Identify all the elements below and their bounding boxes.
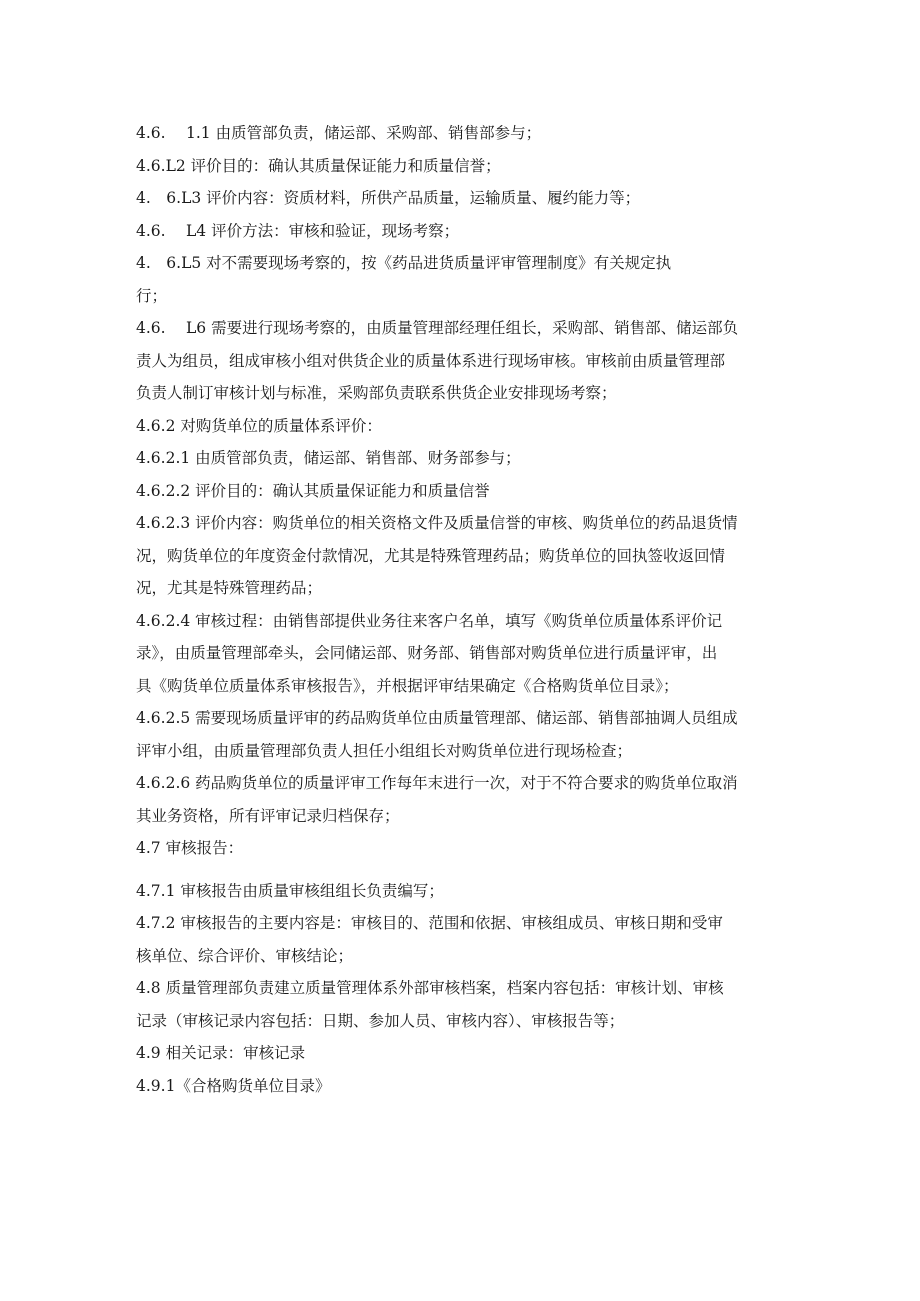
line-4-7-2: 4.7.2 审核报告的主要内容是：审核目的、范围和依据、审核组成员、审核日期和受审 (136, 914, 723, 932)
line-4-6-2-4: 4.6.2.4 审核过程：由销售部提供业务往来客户名单，填写《购货单位质量体系评价记 (136, 611, 723, 630)
line-4-8-cont: 记录（审核记录内容包括：日期、参加人员、审核内容）、审核报告等； (136, 1011, 625, 1030)
line-4-6-2-3-cont-b: 况，尤其是特殊管理药品； (136, 579, 323, 597)
line-4-6-2-3-cont-a: 况，购货单位的年度资金付款情况，尤其是特殊管理药品；购货单位的回执签收返回情 (136, 546, 726, 565)
line-4-6-1-3: 4. 6.L3 评价内容：资质材料，所供产品质量，运输质量、履约能力等； (136, 189, 641, 207)
line-4-6-1-5-cont: 行； (136, 286, 168, 305)
line-4-6-2-1: 4.6.2.1 由质管部负责，储运部、销售部、财务部参与； (136, 449, 521, 467)
line-4-7: 4.7 审核报告： (136, 839, 244, 857)
line-4-6-2-4-cont-b: 具《购货单位质量体系审核报告》，并根据评审结果确定《合格购货单位目录》； (136, 676, 679, 695)
line-4-6-2-6: 4.6.2.6 药品购货单位的质量评审工作每年末进行一次，对于不符合要求的购货单位取消 (136, 774, 738, 792)
document-body (136, 117, 788, 1102)
line-4-6-1-4: 4.6. L4 评价方法：审核和验证，现场考察； (136, 221, 460, 240)
line-4-6-2-4-cont-a: 录》，由质量管理部牵头，会同储运部、财务部、销售部对购货单位进行质量评审，出 (136, 644, 718, 662)
line-4-6-2-3: 4.6.2.3 评价内容：购货单位的相关资格文件及质量信誉的审核、购货单位的药品退货情 (136, 514, 738, 532)
line-4-7-2-cont: 核单位、综合评价、审核结论； (136, 946, 354, 965)
line-4-6-1-5: 4. 6.L5 对不需要现场考察的，按《药品进货质量评审管理制度》有关规定执 (136, 254, 672, 272)
line-4-6-2: 4.6.2 对购货单位的质量体系评价： (136, 416, 382, 435)
line-4-9: 4.9 相关记录：审核记录 (136, 1044, 306, 1062)
line-4-7-1: 4.7.1 审核报告由质量审核组组长负责编写； (136, 881, 444, 900)
line-4-6-2-2: 4.6.2.2 评价目的：确认其质量保证能力和质量信誉 (136, 481, 490, 500)
line-4-6-1-6-cont-b: 负责人制订审核计划与标准，采购部负责联系供货企业安排现场考察； (136, 384, 617, 402)
line-4-6-1-6-cont-a: 责人为组员，组成审核小组对供货企业的质量体系进行现场审核。审核前由质量管理部 (136, 351, 726, 370)
line-4-6-1-1: 4.6. 1.1 由质管部负责，储运部、采购部、销售部参与； (136, 124, 542, 142)
line-4-6-2-5-cont: 评审小组，由质量管理部负责人担任小组组长对购货单位进行现场检查； (136, 741, 633, 760)
line-4-6-2-6-cont: 其业务资格，所有评审记录归档保存； (136, 806, 400, 825)
line-4-8: 4.8 质量管理部负责建立质量管理体系外部审核档案，档案内容包括：审核计划、审核 (136, 979, 724, 997)
line-4-9-1: 4.9.1《合格购货单位目录》 (136, 1076, 331, 1095)
line-4-6-1-2: 4.6.L2 评价目的：确认其质量保证能力和质量信誉； (136, 156, 501, 175)
line-4-6-1-6: 4.6. L6 需要进行现场考察的，由质量管理部经理任组长，采购部、销售部、储运部负 (136, 319, 739, 337)
line-4-6-2-5: 4.6.2.5 需要现场质量评审的药品购货单位由质量管理部、储运部、销售部抽调人员组成 (136, 709, 738, 727)
